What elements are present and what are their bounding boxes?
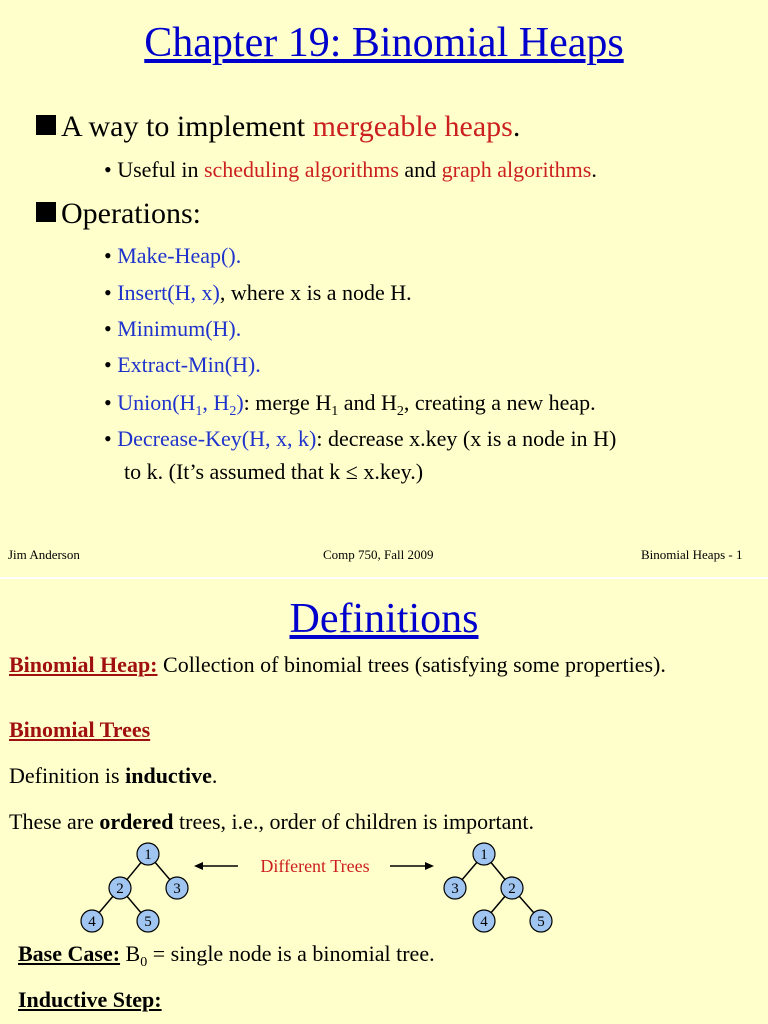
binomial-trees-heading: Binomial Trees <box>9 717 151 742</box>
ordered-trees-text: These are ordered trees, i.e., order of children is important. <box>9 809 534 834</box>
tree-diagram <box>0 838 768 938</box>
footer-course: Comp 750, Fall 2009 <box>323 547 434 562</box>
sub-bullet-useful: • Useful in scheduling algorithms and graph algorithms. <box>104 157 597 182</box>
dot-bullet-icon: • <box>104 243 118 268</box>
different-trees-label: Different Trees <box>260 856 370 876</box>
tree-node <box>501 877 523 899</box>
op-extract-min: • Extract-Min(H). <box>104 352 261 377</box>
dot-bullet-icon: • <box>104 316 118 341</box>
svg-text:5: 5 <box>144 914 152 930</box>
svg-text:3: 3 <box>173 881 181 897</box>
op-decrease-key: • Decrease-Key(H, x, k): decrease x.key (x is a node in H) <box>104 426 617 451</box>
svg-text:5: 5 <box>537 914 545 930</box>
binomial-heap-definition: Binomial Heap: Collection of binomial trees (satisfying some properties). <box>9 652 666 677</box>
svg-text:1: 1 <box>144 847 152 863</box>
op-make-heap: • Make-Heap(). <box>104 243 242 268</box>
tree-node <box>109 877 131 899</box>
tree-node <box>137 843 159 865</box>
bullet-operations: Operations: <box>36 199 201 229</box>
tree-node <box>166 877 188 899</box>
svg-text:1: 1 <box>480 847 488 863</box>
base-case-text: Base Case: $B_0$ = single node is a binomial tree. <box>18 941 435 970</box>
op-insert: • Insert(H, x), where x is a node H. <box>104 280 412 305</box>
tree-node <box>444 877 466 899</box>
op-union: • $Union(H_1$, $H_2$): merge $H_1$ and $H_2$, creating a new heap. <box>104 390 596 419</box>
footer-page: Binomial Heaps - 1 <box>641 547 743 562</box>
square-bullet-icon <box>36 202 56 222</box>
svg-text:4: 4 <box>480 914 488 930</box>
square-bullet-icon <box>36 115 56 135</box>
dot-bullet-icon: • <box>104 426 118 451</box>
definition-inductive: Definition is inductive. <box>9 763 218 788</box>
tree-node <box>81 910 103 932</box>
svg-text:3: 3 <box>451 881 459 897</box>
svg-text:2: 2 <box>508 881 516 897</box>
footer-author: Jim Anderson <box>8 547 80 562</box>
tree-node <box>473 910 495 932</box>
slide-divider <box>0 577 768 579</box>
tree-node <box>530 910 552 932</box>
tree-node <box>473 843 495 865</box>
slide2-title: Definitions <box>289 596 479 642</box>
dot-bullet-icon: • <box>104 280 118 305</box>
op-decrease-key-line2: to k. (It’s assumed that k ≤ x.key.) <box>124 459 424 484</box>
svg-text:2: 2 <box>116 881 124 897</box>
bullet-mergeable: A way to implement mergeable heaps. <box>36 112 520 142</box>
dot-bullet-icon: • <box>104 157 118 182</box>
slide1-title: Chapter 19: Binomial Heaps <box>144 20 624 66</box>
tree-node <box>137 910 159 932</box>
op-minimum: • Minimum(H). <box>104 316 242 341</box>
svg-text:4: 4 <box>88 914 96 930</box>
dot-bullet-icon: • <box>104 352 118 377</box>
inductive-step-heading: Inductive Step: <box>18 987 162 1012</box>
dot-bullet-icon: • <box>104 390 118 415</box>
